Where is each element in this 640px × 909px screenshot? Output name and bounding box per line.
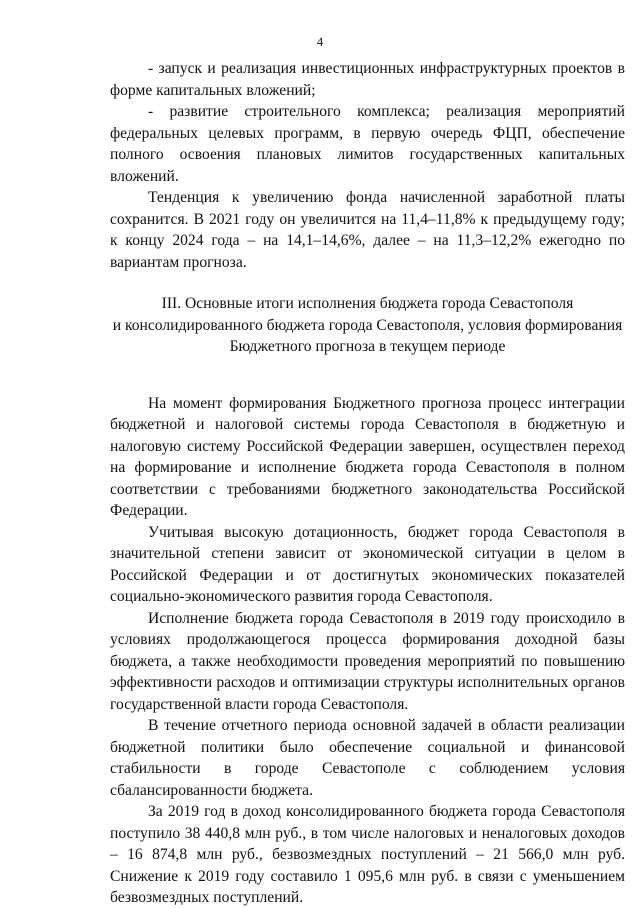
section-heading — [110, 293, 625, 358]
budget-integration-paragraph: На момент формирования Бюджетного прогноза процесс интеграции бюджетной и налоговой системы города Севастополя в бюджетную и налоговую систему Российской Федерации завершен, осуществлен переход на формирование и исполнение бюджета города Севастополя в полном соответствии с требованиями бюджетного законодательства Российской Федерации. — [110, 394, 625, 519]
budget-policy-objective-paragraph: В течение отчетного периода основной задачей в области реализации бюджетной политики было обеспечение социальной и финансовой стабильности в городе Севастополе с соблюдением условия сбалансированности бюджета. — [110, 717, 625, 799]
document-body — [110, 58, 625, 909]
wage-fund-paragraph: Тенденция к увеличению фонда начисленной заработной платы сохранится. В 2021 году он увеличится на 11,4–11,8% к предыдущему году; к концу 2024 года – на 14,1–14,6%, далее – на 11,3–12,2% ежегодно по вариантам прогноза. — [110, 189, 625, 271]
revenue-2019-paragraph: За 2019 год в доход консолидированного бюджета города Севастополя поступило 38 440,8 млн руб., в том числе налоговых и неналоговых доходов – 16 874,8 млн руб., безвозмездных поступлений – 21 566,0 млн руб. Снижение к 2019 году составило 1 095,6 млн руб. в связи с уменьшением безвозмездных поступлений. — [110, 803, 625, 906]
list-item-investment-projects: - запуск и реализация инвестиционных инфраструктурных проектов в форме капитальных вложений; — [110, 60, 625, 99]
subsidy-dependence-paragraph: Учитывая высокую дотационность, бюджет города Севастополя в значительной степени зависит от экономической ситуации в целом в Российской Федерации и от достигнутых экономических показателей социально-экономического развития города Севастополя. — [110, 523, 625, 605]
section-heading-line-3: Бюджетного прогноза в текущем периоде — [229, 338, 506, 355]
budget-execution-2019-paragraph: Исполнение бюджета города Севастополя в 2019 году происходило в условиях продолжающегося процесса формирования доходной базы бюджета, а также необходимости проведения мероприятий по повышению эффективности расходов и оптимизации структуры исполнительных органов государственной власти города Севастополя. — [110, 609, 625, 713]
list-item-construction-development: - развитие строительного комплекса; реализация мероприятий федеральных целевых программ, в первую очередь ФЦП, обеспечение полного освоения плановых лимитов государственных капитальных вложений. — [110, 103, 625, 185]
section-heading-line-1: III. Основные итоги исполнения бюджета города Севастополя — [161, 295, 574, 312]
page-number: 4 — [316, 34, 324, 49]
section-heading-line-2: и консолидированного бюджета города Севастополя, условия формирования — [112, 316, 623, 334]
